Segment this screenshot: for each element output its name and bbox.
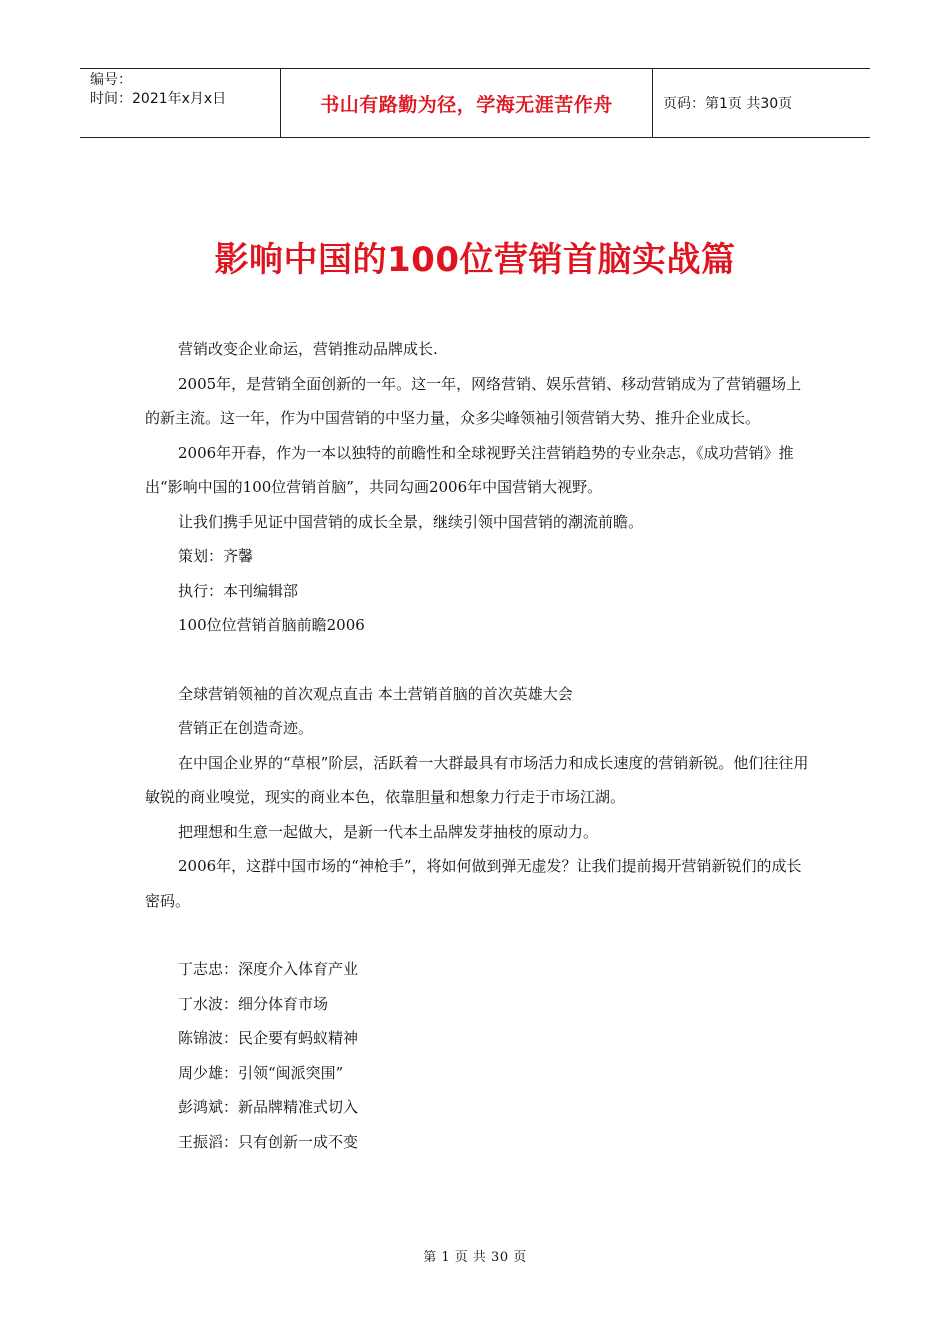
paragraph: 2005年，是营销全面创新的一年。这一年，网络营销、娱乐营销、移动营销成为了营销疆场上的新主流。这一年，作为中国营销的中坚力量，众多尖峰领袖引领营销大势、推升企业成长。 bbox=[145, 374, 802, 427]
number-label: 编号： bbox=[90, 72, 132, 88]
paragraph: 2006年开春，作为一本以独特的前瞻性和全球视野关注营销趋势的专业杂志，《成功营销》推出“影响中国的100位营销首脑”，共同勾画2006年中国营销大视野。 bbox=[145, 443, 794, 496]
paragraph: 让我们携手见证中国营销的成长全景，继续引领中国营销的潮流前瞻。 bbox=[178, 512, 644, 531]
paragraph: 在中国企业界的“草根”阶层，活跃着一大群最具有市场活力和成长速度的营销新锐。他们往往用敏锐的商业嗅觉，现实的商业本色，依靠胆量和想象力行走于市场江湖。 bbox=[145, 753, 809, 806]
person-item: 丁水波：细分体育市场 bbox=[178, 994, 329, 1013]
document-body bbox=[145, 332, 810, 1159]
paragraph: 把理想和生意一起做大，是新一代本土品牌发芽抽枝的原动力。 bbox=[178, 822, 599, 841]
executor-line: 执行：本刊编辑部 bbox=[178, 581, 299, 600]
person-item: 丁志忠：深度介入体育产业 bbox=[178, 960, 359, 978]
page-footer: 第 1 页 共 30 页 bbox=[423, 1250, 527, 1265]
paragraph: 营销正在创造奇迹。 bbox=[178, 719, 314, 737]
header-motto: 书山有路勤为径，学海无涯苦作舟 bbox=[320, 93, 613, 116]
time-label: 时间：2021年x月x日 bbox=[90, 91, 227, 107]
section-heading: 100位位营销首脑前瞻2006 bbox=[178, 616, 365, 634]
header-motto-cell bbox=[281, 69, 653, 137]
header-page-info: 页码：第1页 共30页 bbox=[663, 96, 793, 112]
person-item: 彭鸿斌：新品牌精准式切入 bbox=[178, 1098, 359, 1116]
header-meta bbox=[80, 69, 281, 137]
person-item: 周少雄：引领“闽派突围” bbox=[178, 1063, 344, 1082]
paragraph: 2006年，这群中国市场的“神枪手”，将如何做到弹无虚发？让我们提前揭开营销新锐们的成长密码。 bbox=[145, 857, 802, 910]
document-title: 影响中国的100位营销首脑实战篇 bbox=[214, 240, 736, 280]
page-header bbox=[80, 68, 870, 138]
spacer bbox=[145, 918, 810, 952]
paragraph: 全球营销领袖的首次观点直击 本土营销首脑的首次英雄大会 bbox=[178, 684, 573, 703]
person-item: 王振滔：只有创新一成不变 bbox=[178, 1132, 359, 1151]
paragraph: 营销改变企业命运，营销推动品牌成长. bbox=[178, 340, 438, 358]
planner-line: 策划：齐馨 bbox=[178, 547, 254, 565]
spacer bbox=[145, 643, 810, 677]
person-item: 陈锦波：民企要有蚂蚁精神 bbox=[178, 1029, 359, 1047]
